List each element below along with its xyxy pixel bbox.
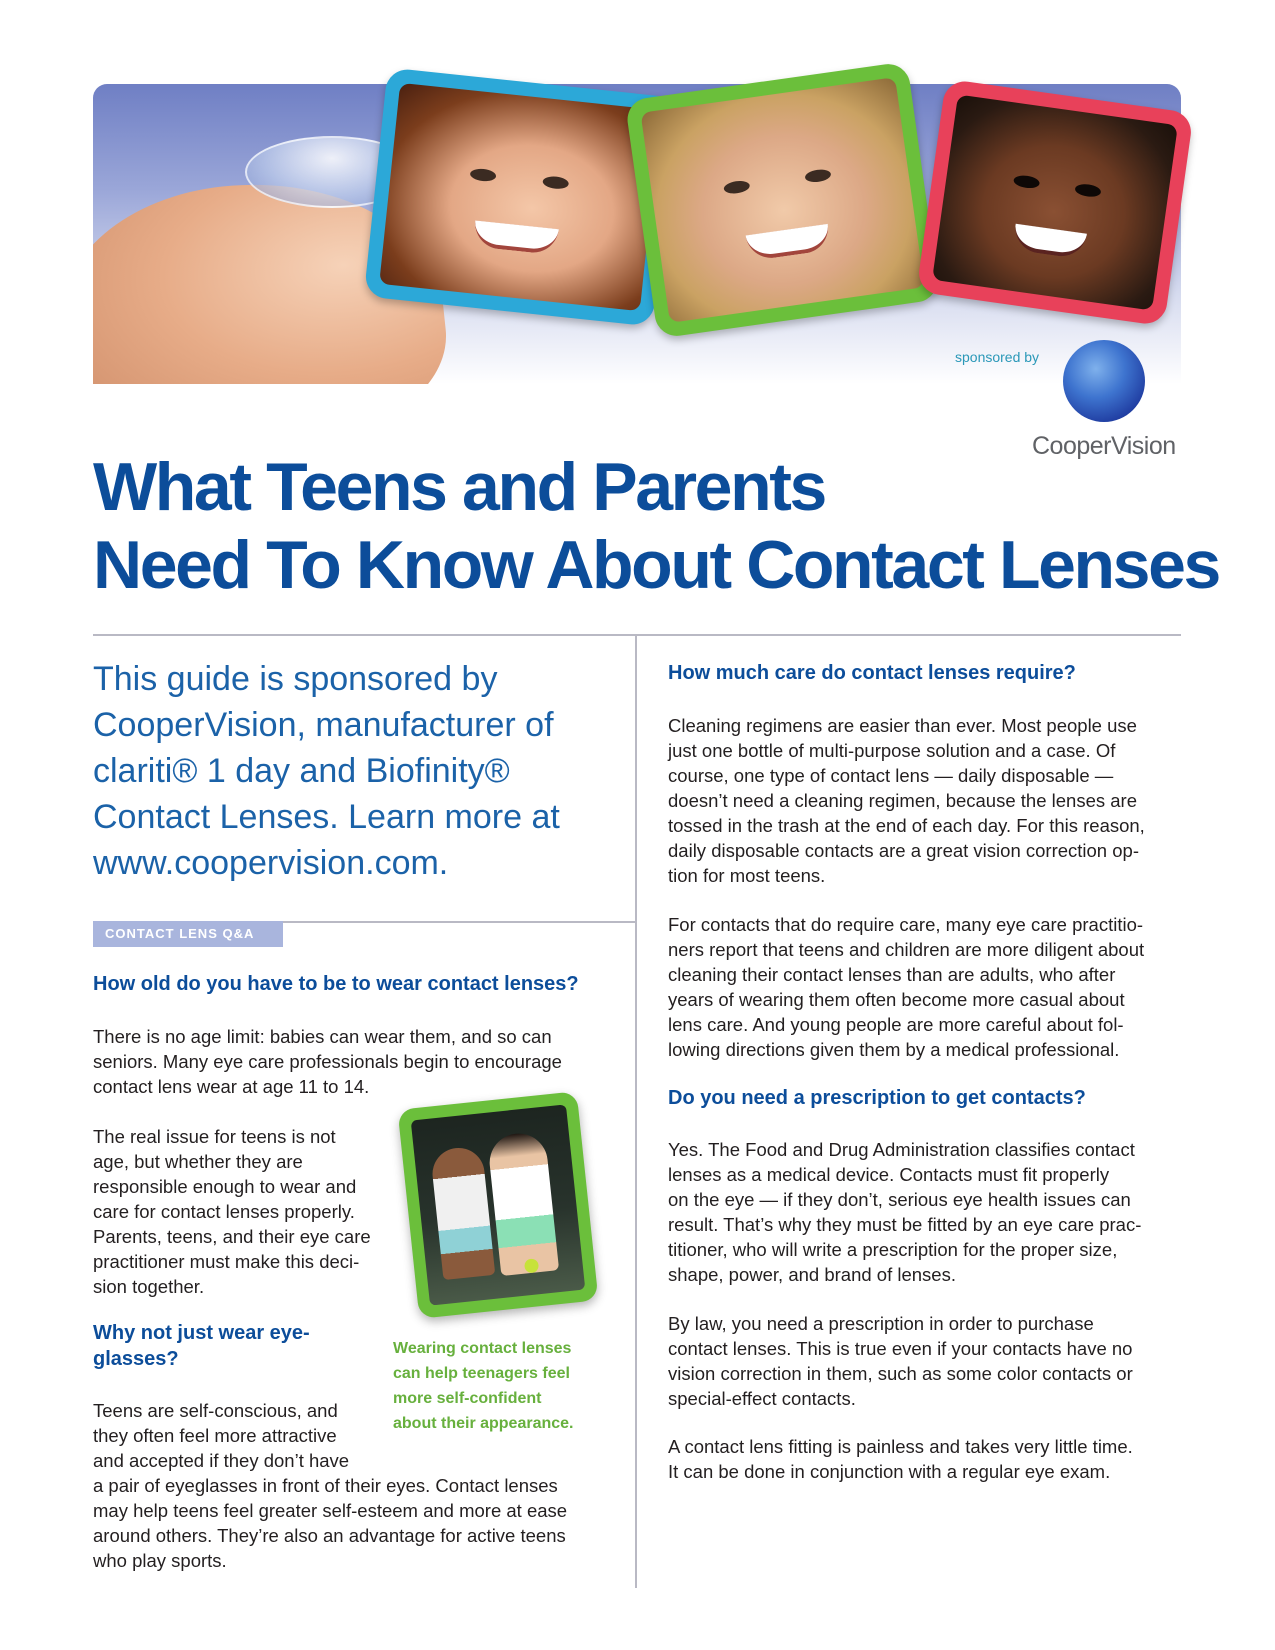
question-prescription: Do you need a prescription to get contacts? bbox=[668, 1087, 1086, 1109]
question-age: How old do you have to be to wear contact lenses? bbox=[93, 973, 579, 995]
teen-face-2 bbox=[640, 77, 924, 323]
answer-prescription-p2: By law, you need a prescription in order to purchase contact lenses. This is true even if your contacts have no vision correction in them, such as some color contacts or special-effect contacts. bbox=[668, 1313, 1133, 1409]
answer-care-p2: For contacts that do require care, many eye care practitio- ners report that teens and children are more diligent about cleaning their contact lenses than are adults, who after years of wearing them often become more casual about lens care. And young people are more careful about fol- lowing directions given them by a medical professional. bbox=[668, 914, 1145, 1060]
answer-care-p1: Cleaning regimens are easier than ever. Most people use just one bottle of multi-purpose solution and a case. Of course, one type of contact lens — daily disposable — doesn’t need a cleaning regimen, because the lenses are tossed in the trash at the end of each day. For this reason, daily disposable contacts are a great vision correction op- tion for most teens. bbox=[668, 715, 1145, 886]
teen-photo-3 bbox=[916, 79, 1193, 327]
sponsored-by-label: sponsored by bbox=[955, 349, 1040, 365]
photo-caption: Wearing contact lenses can help teenagers feel more self-confident about their appearance. bbox=[393, 1340, 574, 1432]
coopervision-logo-icon bbox=[1063, 340, 1145, 422]
answer-eyeglasses-p1: Teens are self-conscious, and they often feel more attractive and accepted if they don’t have bbox=[93, 1400, 350, 1471]
teen-photo-2 bbox=[625, 61, 941, 338]
coopervision-link[interactable]: www.coopervision.com. bbox=[93, 844, 449, 882]
question-care: How much care do contact lenses require? bbox=[668, 662, 1076, 684]
teens-tennis-photo bbox=[398, 1091, 599, 1319]
sponsor-intro: This guide is sponsored by CooperVision, manufacturer of clariti® 1 day and Biofinity® Contact Lenses. Learn more at www.coopervision.com. bbox=[93, 660, 560, 882]
section-tag: CONTACT LENS Q&A bbox=[93, 921, 283, 947]
tennis-scene bbox=[411, 1104, 586, 1305]
answer-prescription-p3: A contact lens fitting is painless and takes very little time. It can be done in conjunction with a regular eye exam. bbox=[668, 1436, 1133, 1482]
page-title bbox=[93, 448, 1219, 604]
answer-eyeglasses-p2: a pair of eyeglasses in front of their eyes. Contact lenses may help teens feel greater self-esteem and more at ease around others. They’re also an advantage for active teens who play sports. bbox=[93, 1475, 568, 1571]
teen-photo-1 bbox=[364, 67, 676, 326]
divider-horizontal bbox=[93, 634, 1181, 636]
coopervision-logo-text: CooperVision bbox=[1032, 432, 1176, 460]
answer-age-p1: There is no age limit: babies can wear them, and so can seniors. Many eye care professionals begin to encourage contact lens wear at age 11 to 14. bbox=[93, 1026, 562, 1097]
divider-vertical bbox=[635, 634, 637, 1588]
answer-prescription-p1: Yes. The Food and Drug Administration classifies contact lenses as a medical device. Contacts must fit properly on the eye — if they don’t, serious eye health issues can result. That’s why they must be fitted by an eye care prac- titioner, who will write a prescription for the proper size, shape, power, and brand of lenses. bbox=[668, 1139, 1142, 1285]
title-line-1: What Teens and Parents bbox=[93, 449, 825, 525]
teen-face-3 bbox=[932, 94, 1178, 310]
question-eyeglasses: Why not just wear eye- glasses? bbox=[93, 1322, 310, 1370]
answer-age-p2: The real issue for teens is not age, but whether they are responsible enough to wear and care for contact lenses properly. Parents, teens, and their eye care practitioner must make this deci- sion together. bbox=[93, 1126, 371, 1297]
teen-face-1 bbox=[379, 83, 661, 311]
title-line-2: Need To Know About Contact Lenses bbox=[93, 527, 1219, 603]
